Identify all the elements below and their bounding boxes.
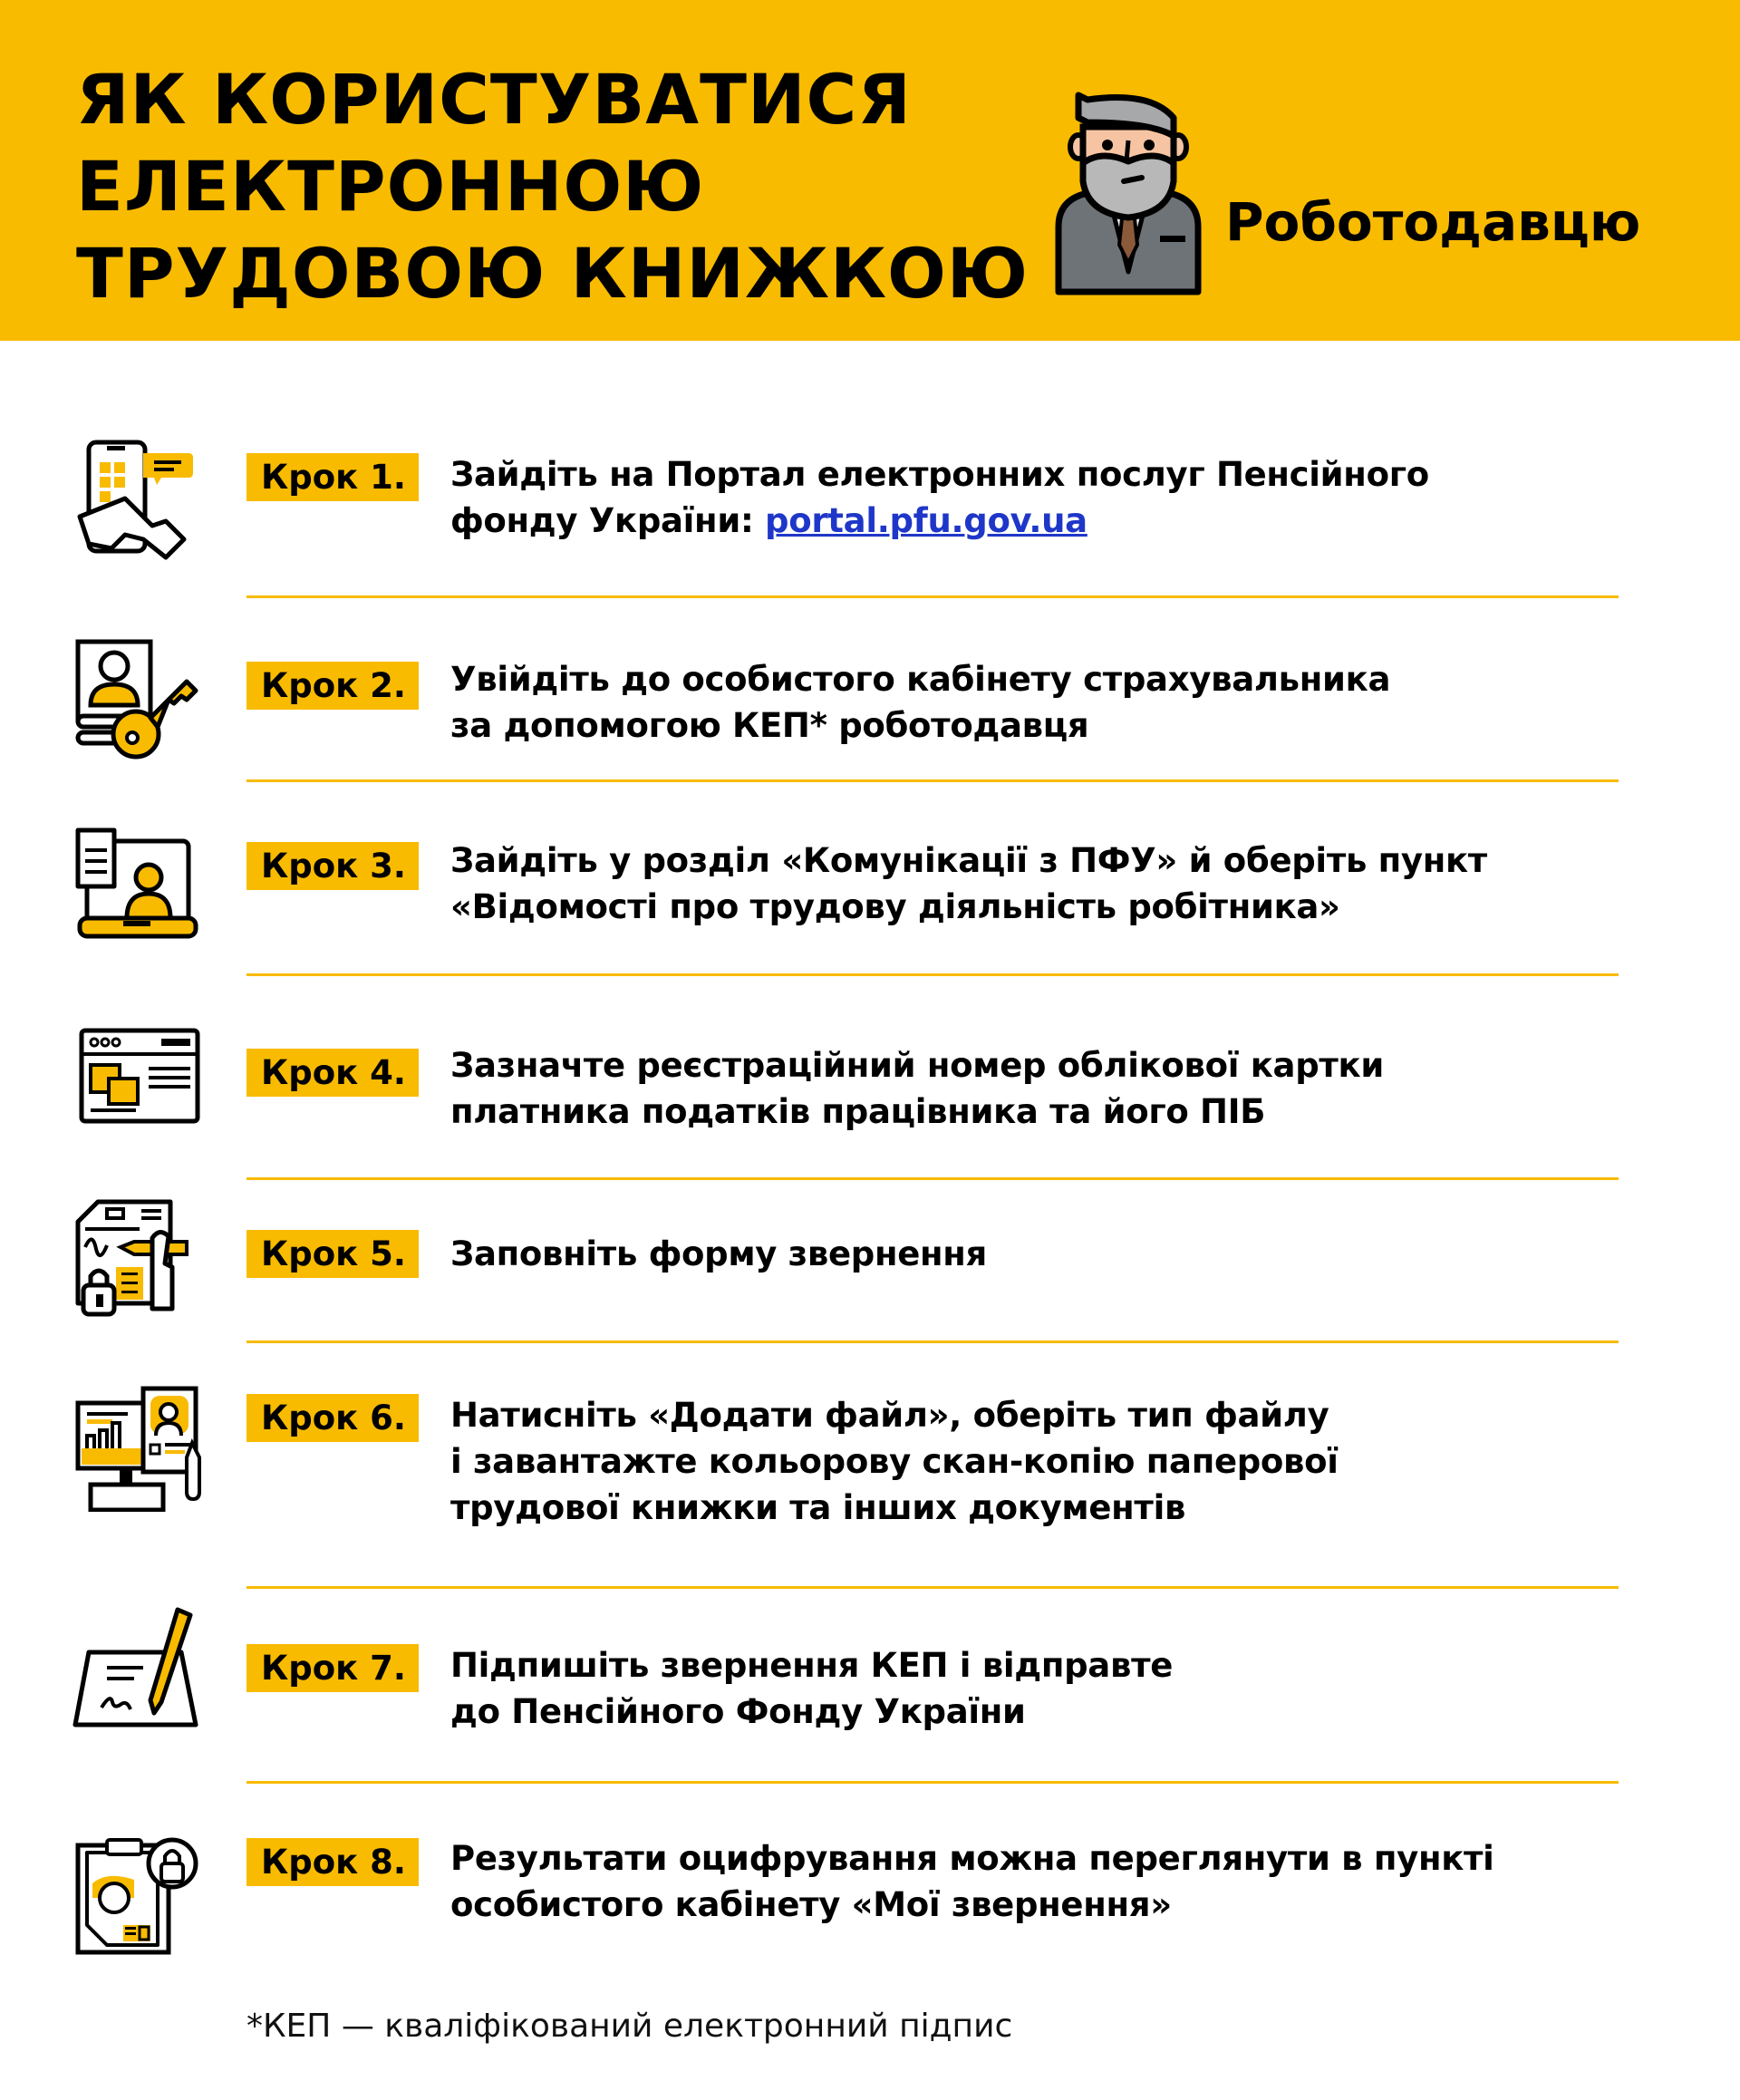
divider-3 (246, 973, 1619, 976)
step-1-line-1: Зайдіть на Портал електронних послуг Пенсійного (450, 455, 1429, 494)
step-3-text (450, 837, 1487, 930)
step-7-badge: Крок 7. (246, 1644, 419, 1692)
employer-man-icon (1051, 91, 1205, 295)
step-5-text (450, 1231, 987, 1277)
profile-key-icon (71, 634, 202, 761)
step-6-line-1: Натисніть «Додати файл», оберіть тип файлу (450, 1396, 1329, 1435)
sign-document-pen-icon (71, 1602, 202, 1729)
step-5-badge: Крок 5. (246, 1230, 419, 1278)
page-title-line-3: ТРУДОВОЮ КНИЖКОЮ (76, 233, 1029, 314)
step-8-badge: Крок 8. (246, 1838, 419, 1886)
step-7-line-1: Підпишіть звернення КЕП і відправте (450, 1646, 1174, 1685)
page-title-line-2: ЕЛЕКТРОННОЮ (76, 146, 705, 227)
header-banner (0, 0, 1740, 341)
step-1-line-2: фонду України: (450, 501, 766, 540)
computer-upload-profile-icon (71, 1385, 202, 1512)
step-8-line-1: Результати оцифрування можна переглянути в пункті (450, 1839, 1494, 1878)
step-2-line-1: Увійдіть до особистого кабінету страхувальника (450, 660, 1391, 699)
divider-7 (246, 1781, 1619, 1784)
step-5-line-1: Заповніть форму звернення (450, 1234, 988, 1273)
divider-6 (246, 1586, 1619, 1589)
locked-profile-document-icon (71, 1829, 202, 1956)
step-2-line-2: за допомогою КЕП* роботодавця (450, 706, 1089, 745)
divider-5 (246, 1340, 1619, 1343)
step-7-line-2: до Пенсійного Фонду України (450, 1692, 1026, 1731)
step-4-line-2: платника податків працівника та його ПІБ (450, 1092, 1266, 1131)
step-6-text (450, 1392, 1339, 1531)
step-1-badge: Крок 1. (246, 453, 419, 501)
step-3-badge: Крок 3. (246, 842, 419, 890)
divider-4 (246, 1177, 1619, 1180)
laptop-document-user-icon (71, 823, 202, 950)
step-6-line-3: трудової книжки та інших документів (450, 1488, 1186, 1527)
page-title-line-1: ЯК КОРИСТУВАТИСЯ (76, 59, 912, 140)
form-fill-pencil-lock-icon (71, 1195, 202, 1321)
browser-form-icon (71, 1020, 202, 1147)
audience-label: Роботодавцю (1225, 191, 1641, 253)
step-2-badge: Крок 2. (246, 662, 419, 710)
portal-link[interactable]: portal.pfu.gov.ua (765, 501, 1088, 540)
step-8-line-2: особистого кабінету «Мої звернення» (450, 1885, 1172, 1924)
smartphone-touch-icon (71, 435, 202, 562)
step-3-line-2: «Відомості про трудову діяльність робітника» (450, 887, 1340, 926)
step-1-text (450, 451, 1429, 544)
step-8-text (450, 1835, 1494, 1928)
step-4-text (450, 1042, 1384, 1135)
footnote: *КЕП — кваліфікований електронний підпис (246, 2008, 1013, 2045)
divider-2 (246, 779, 1619, 782)
step-3-line-1: Зайдіть у розділ «Комунікації з ПФУ» й оберіть пункт (450, 841, 1487, 880)
step-6-badge: Крок 6. (246, 1394, 419, 1442)
divider-1 (246, 595, 1619, 598)
step-4-badge: Крок 4. (246, 1049, 419, 1097)
step-7-text (450, 1642, 1173, 1735)
step-2-text (450, 656, 1390, 749)
step-4-line-1: Зазначте реєстраційний номер облікової картки (450, 1046, 1384, 1085)
step-6-line-2: і завантажте кольорову скан-копію паперової (450, 1442, 1339, 1481)
